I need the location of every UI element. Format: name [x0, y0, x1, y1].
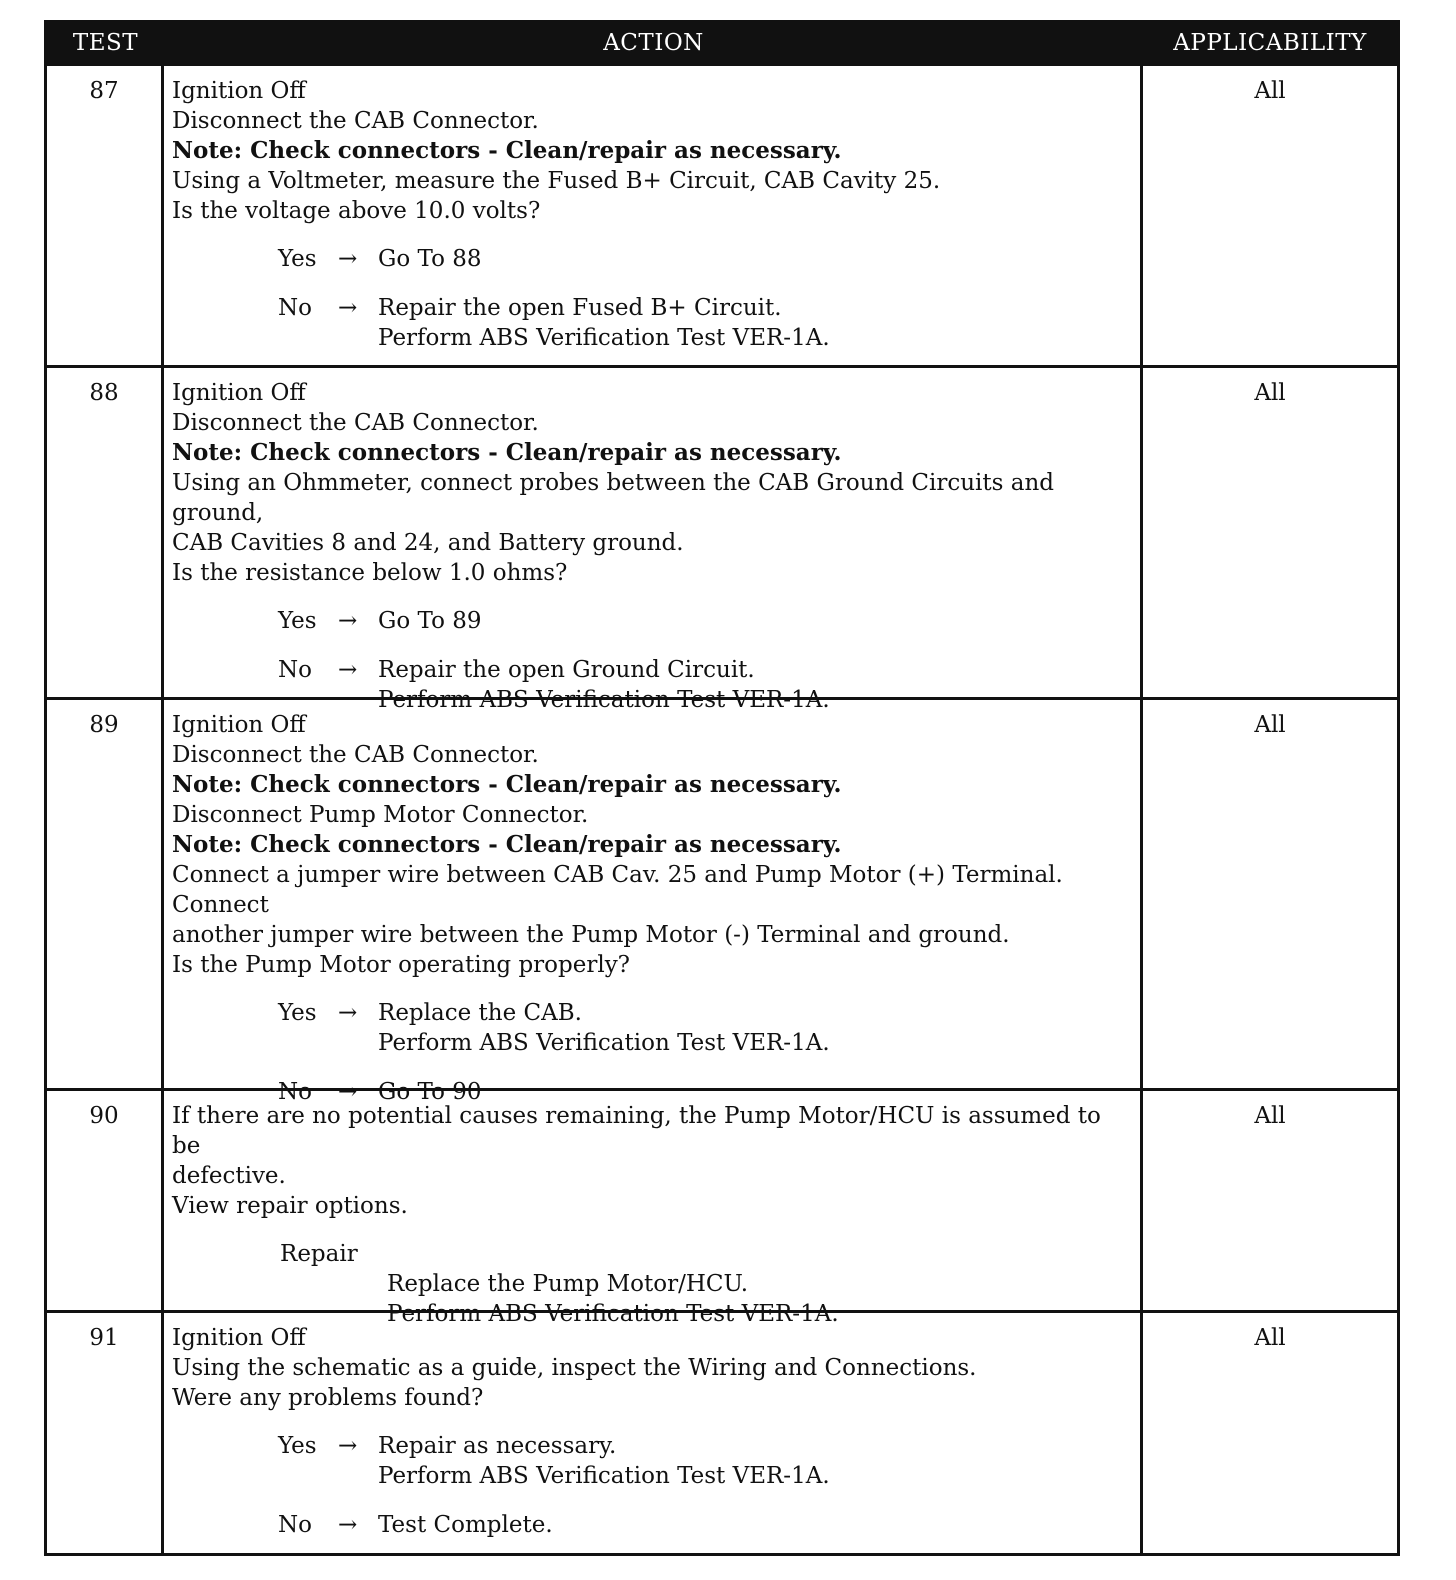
result-line: Repair the open Ground Circuit. [378, 657, 755, 683]
action-cell [164, 1091, 1143, 1327]
result-line: Repair as necessary. [378, 1433, 617, 1459]
yes-answer [278, 606, 1134, 636]
action-line: Ignition Off [172, 712, 306, 738]
action-line: Connect a jumper wire between CAB Cav. 25 and Pump Motor (+) Terminal. Connect [172, 862, 1063, 918]
yes-answer [278, 1431, 1134, 1491]
no-label: No [278, 295, 312, 321]
action-line: Is the Pump Motor operating properly? [172, 952, 631, 978]
result-line: Repair the open Fused B+ Circuit. [378, 295, 782, 321]
action-line: Is the voltage above 10.0 volts? [172, 198, 541, 224]
no-result [378, 293, 1134, 353]
applicability-cell: All [1254, 78, 1286, 104]
action-line: Is the resistance below 1.0 ohms? [172, 560, 568, 586]
action-line: Ignition Off [172, 78, 306, 104]
test-number: 90 [47, 1091, 164, 1310]
no-answer [278, 293, 1134, 353]
arrow-icon: → [338, 1000, 358, 1026]
result-line: Go To 90 [378, 1079, 482, 1105]
test-number: 89 [47, 700, 164, 1088]
table-row [47, 1088, 1397, 1327]
yes-result [378, 606, 1134, 636]
action-line: Ignition Off [172, 380, 306, 406]
result-line: Go To 89 [378, 608, 482, 634]
action-line: View repair options. [172, 1193, 408, 1219]
note-line: Note: Check connectors - Clean/repair as necessary. [172, 831, 842, 858]
repair-line: Perform ABS Verification Test VER-1A. [387, 1301, 839, 1327]
yes-label: Yes [278, 608, 317, 634]
action-line: Disconnect Pump Motor Connector. [172, 802, 589, 828]
action-line: defective. [172, 1163, 286, 1189]
test-number: 87 [47, 66, 164, 365]
action-cell [164, 368, 1143, 713]
result-line: Perform ABS Verification Test VER-1A. [378, 1030, 830, 1056]
arrow-icon: → [338, 608, 358, 634]
result-line: Perform ABS Verification Test VER-1A. [378, 687, 830, 713]
table-row [47, 63, 1397, 365]
applicability-cell: All [1254, 1325, 1286, 1351]
arrow-icon: → [338, 1433, 358, 1459]
yes-label: Yes [278, 1000, 317, 1026]
result-line: Perform ABS Verification Test VER-1A. [378, 325, 830, 351]
test-number: 88 [47, 368, 164, 697]
action-line: Using a Voltmeter, measure the Fused B+ Circuit, CAB Cavity 25. [172, 168, 941, 194]
arrow-icon: → [338, 1512, 358, 1538]
no-result [378, 1510, 1134, 1540]
arrow-icon: → [338, 295, 358, 321]
arrow-icon: → [338, 1079, 358, 1105]
yes-result [378, 998, 1134, 1058]
action-line: another jumper wire between the Pump Motor (-) Terminal and ground. [172, 922, 1010, 948]
note-line: Note: Check connectors - Clean/repair as necessary. [172, 439, 842, 466]
action-cell [164, 1313, 1143, 1553]
action-line: Disconnect the CAB Connector. [172, 108, 539, 134]
action-line: Ignition Off [172, 1325, 306, 1351]
result-line: Replace the CAB. [378, 1000, 582, 1026]
applicability-cell: All [1254, 712, 1286, 738]
test-number: 91 [47, 1313, 164, 1553]
result-line: Go To 88 [378, 246, 482, 272]
arrow-icon: → [338, 657, 358, 683]
diagnostic-test-table [44, 20, 1400, 1556]
action-line: If there are no potential causes remaining, the Pump Motor/HCU is assumed to be [172, 1103, 1101, 1159]
action-line: Disconnect the CAB Connector. [172, 410, 539, 436]
yes-result [378, 244, 1134, 274]
note-line: Note: Check connectors - Clean/repair as necessary. [172, 137, 842, 164]
yes-label: Yes [278, 246, 317, 272]
applicability-cell: All [1254, 380, 1286, 406]
result-line: Test Complete. [378, 1512, 553, 1538]
note-line: Note: Check connectors - Clean/repair as necessary. [172, 771, 842, 798]
header-test: TEST [72, 30, 139, 56]
action-line: Were any problems found? [172, 1385, 484, 1411]
arrow-icon: → [338, 246, 358, 272]
repair-line: Replace the Pump Motor/HCU. [387, 1271, 749, 1297]
action-line: Using the schematic as a guide, inspect the Wiring and Connections. [172, 1355, 977, 1381]
yes-answer [278, 998, 1134, 1058]
no-label: No [278, 657, 312, 683]
action-line: CAB Cavities 8 and 24, and Battery ground. [172, 530, 684, 556]
action-line: Disconnect the CAB Connector. [172, 742, 539, 768]
header-applicability: APPLICABILITY [1173, 30, 1367, 56]
yes-answer [278, 244, 1134, 274]
action-cell [164, 700, 1143, 1105]
no-answer [278, 1510, 1134, 1540]
no-label: No [278, 1079, 312, 1105]
action-line: Using an Ohmmeter, connect probes between the CAB Ground Circuits and ground, [172, 470, 1054, 526]
applicability-cell: All [1254, 1103, 1286, 1129]
result-line: Perform ABS Verification Test VER-1A. [378, 1463, 830, 1489]
table-row [47, 365, 1397, 713]
no-label: No [278, 1512, 312, 1538]
yes-label: Yes [278, 1433, 317, 1459]
table-row [47, 1310, 1397, 1553]
yes-result [378, 1431, 1134, 1491]
repair-label: Repair [280, 1241, 358, 1267]
action-cell [164, 66, 1143, 365]
table-header [47, 23, 1397, 63]
table-row [47, 697, 1397, 1105]
header-action: ACTION [603, 30, 704, 56]
